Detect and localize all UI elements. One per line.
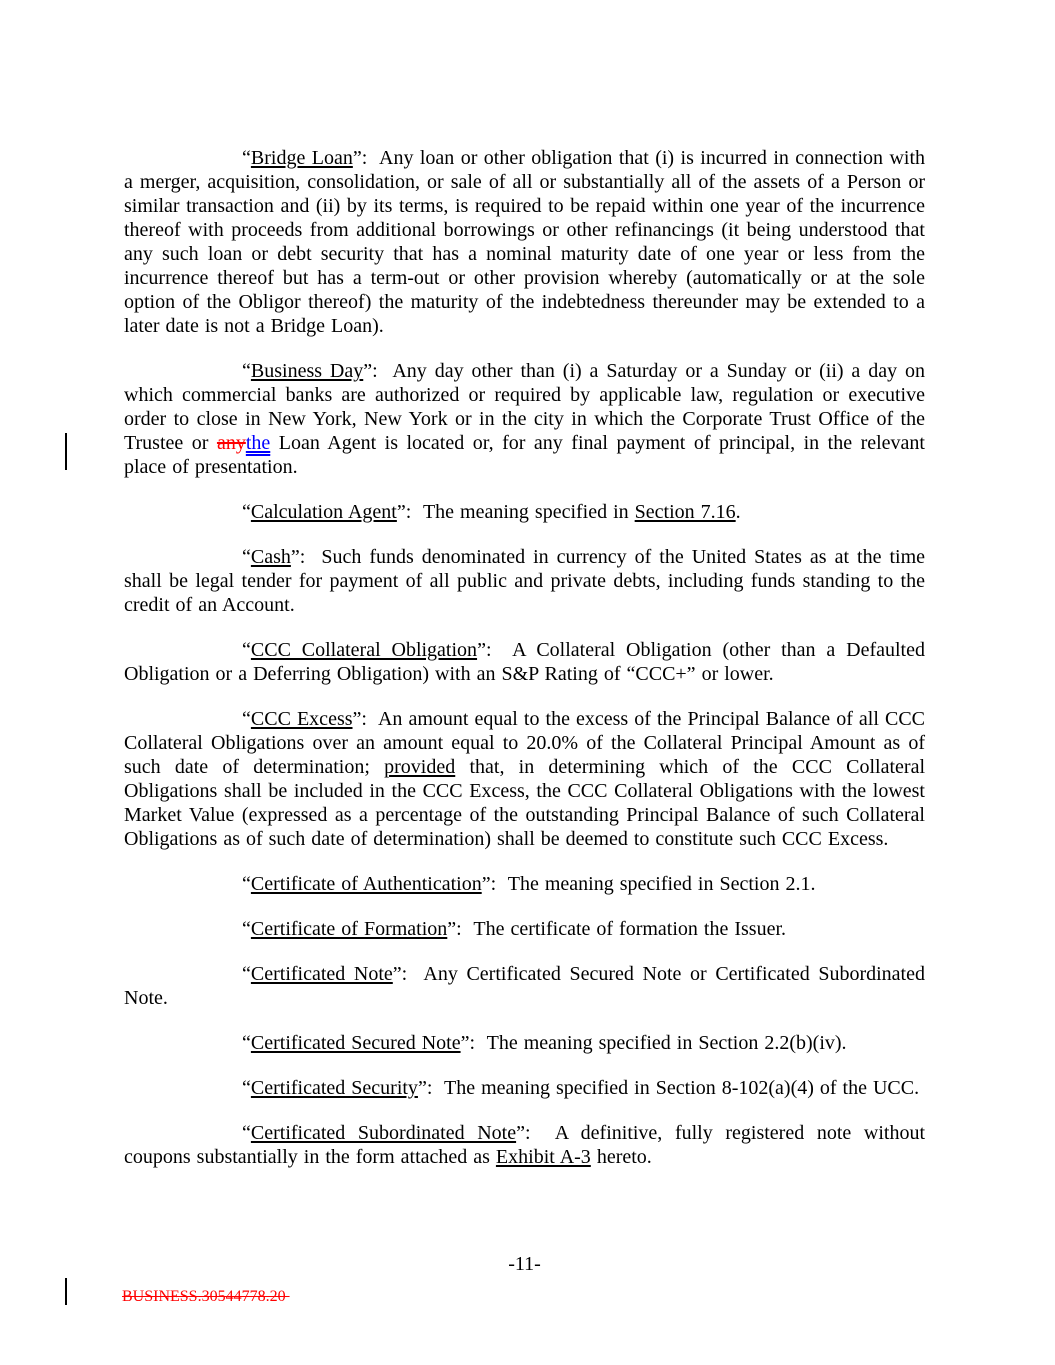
text-run: ”: A definitive, fully registered note without coupons substantially in the form attached as <box>124 1122 926 1168</box>
document-body <box>124 146 925 1190</box>
paragraph <box>124 500 925 524</box>
paragraph <box>124 1121 925 1169</box>
underlined-text: Business Day <box>250 360 364 382</box>
underlined-text: CCC Collateral Obligation <box>250 639 478 661</box>
paragraph <box>124 917 925 941</box>
text-run: ”: Such funds denominated in currency of the United States as at the time shall be legal tender for payment of all public and private debts, including funds standing to the credit of an Account. <box>124 546 925 616</box>
underlined-text: Bridge Loan <box>250 147 353 169</box>
text-run: “ <box>242 501 251 523</box>
text-run: ”: The certificate of formation the Issuer. <box>447 918 786 940</box>
paragraph <box>124 962 925 1010</box>
text-run: “ <box>242 147 251 169</box>
underlined-text: Certificated Security <box>250 1077 418 1099</box>
underlined-text: Cash <box>250 546 291 568</box>
deleted-text: any <box>216 432 246 454</box>
text-run: ”: Any loan or other obligation that (i) is incurred in connection with a merger, acquisition, consolidation, or sale of all or substantially all of the assets of a Person or similar transaction and (ii) by its terms, is required to be repaid within one year of the incurrence thereof with proceeds from additional borrowings or other refinancings (it being understood that any such loan or debt security that has a nominal maturity date of one year or less from the incurrence thereof but has a term-out or other provision whereby (automatically or at the sole option of the Obligor thereof) the maturity of the indebtedness thereunder may be extended to a later date is not a Bridge Loan). <box>124 147 926 337</box>
text-run: “ <box>242 1122 251 1144</box>
paragraph <box>124 638 925 686</box>
text-run: ”: An amount equal to the excess of the Principal Balance of all CCC Collateral Obligations over an amount equal to 20.0% of the Collateral Principal Amount as of such date of determination; <box>124 708 925 778</box>
underlined-text: Exhibit A-3 <box>495 1146 591 1168</box>
text-run: hereto. <box>590 1146 652 1168</box>
paragraph <box>124 1076 925 1100</box>
change-bar <box>65 433 67 470</box>
text-run: “ <box>242 1077 251 1099</box>
paragraph <box>124 545 925 617</box>
underlined-text: Certificated Secured Note <box>250 1032 461 1054</box>
footer-doc-id: BUSINESS.30544778.20 <box>122 1288 290 1305</box>
paragraph <box>124 146 925 338</box>
text-run: “ <box>242 873 251 895</box>
text-run: “ <box>242 963 251 985</box>
text-run: ”: Any Certificated Secured Note or Certificated Subordinated Note. <box>124 963 925 1009</box>
underlined-text: Certificate of Authentication <box>250 873 482 895</box>
paragraph <box>124 1031 925 1055</box>
page-number: -11- <box>508 1253 541 1275</box>
text-run: “ <box>242 360 251 382</box>
text-run: ”: Any day other than (i) a Saturday or a Sunday or (ii) a day on which commercial banks are authorized or required by applicable law, regulation or executive order to close in New York, New York or in the city in which the Corporate Trust Office of the Trustee or <box>124 360 925 454</box>
text-run: ”: A Collateral Obligation (other than a Defaulted Obligation or a Deferring Obligation) with an S&P Rating of “CCC+” or lower. <box>124 639 925 685</box>
underlined-text: provided <box>384 756 456 778</box>
paragraph <box>124 872 925 896</box>
change-bar <box>65 1278 67 1305</box>
underlined-text: CCC Excess <box>250 708 353 730</box>
text-run: that, in determining which of the CCC Collateral Obligations shall be included in the CCC Excess, the CCC Collateral Obligations with the lowest Market Value (expressed as a percentage of the outstanding Principal Balance of such Collateral Obligations as of such date of determination) shall be deemed to constitute such CCC Excess. <box>124 756 925 850</box>
text-run: “ <box>242 546 251 568</box>
paragraph <box>124 359 925 479</box>
text-run: ”: The meaning specified in <box>396 501 635 523</box>
text-run: Loan Agent is located or, for any final payment of principal, in the relevant place of presentation. <box>124 432 925 478</box>
underlined-text: Certificate of Formation <box>250 918 448 940</box>
text-run: “ <box>242 708 251 730</box>
text-run: ”: The meaning specified in Section 8-102(a)(4) of the UCC. <box>417 1077 920 1099</box>
text-run: “ <box>242 918 251 940</box>
text-run: “ <box>242 639 251 661</box>
underlined-text: Certificated Subordinated Note <box>250 1122 517 1144</box>
underlined-text: Certificated Note <box>250 963 393 985</box>
underlined-text: Section 7.16 <box>634 501 736 523</box>
inserted-text: the <box>245 432 271 454</box>
text-run: ”: The meaning specified in Section 2.1. <box>481 873 816 895</box>
underlined-text: Calculation Agent <box>250 501 397 523</box>
text-run: . <box>735 501 741 523</box>
text-run: “ <box>242 1032 251 1054</box>
paragraph <box>124 707 925 851</box>
text-run: ”: The meaning specified in Section 2.2(b)(iv). <box>460 1032 847 1054</box>
